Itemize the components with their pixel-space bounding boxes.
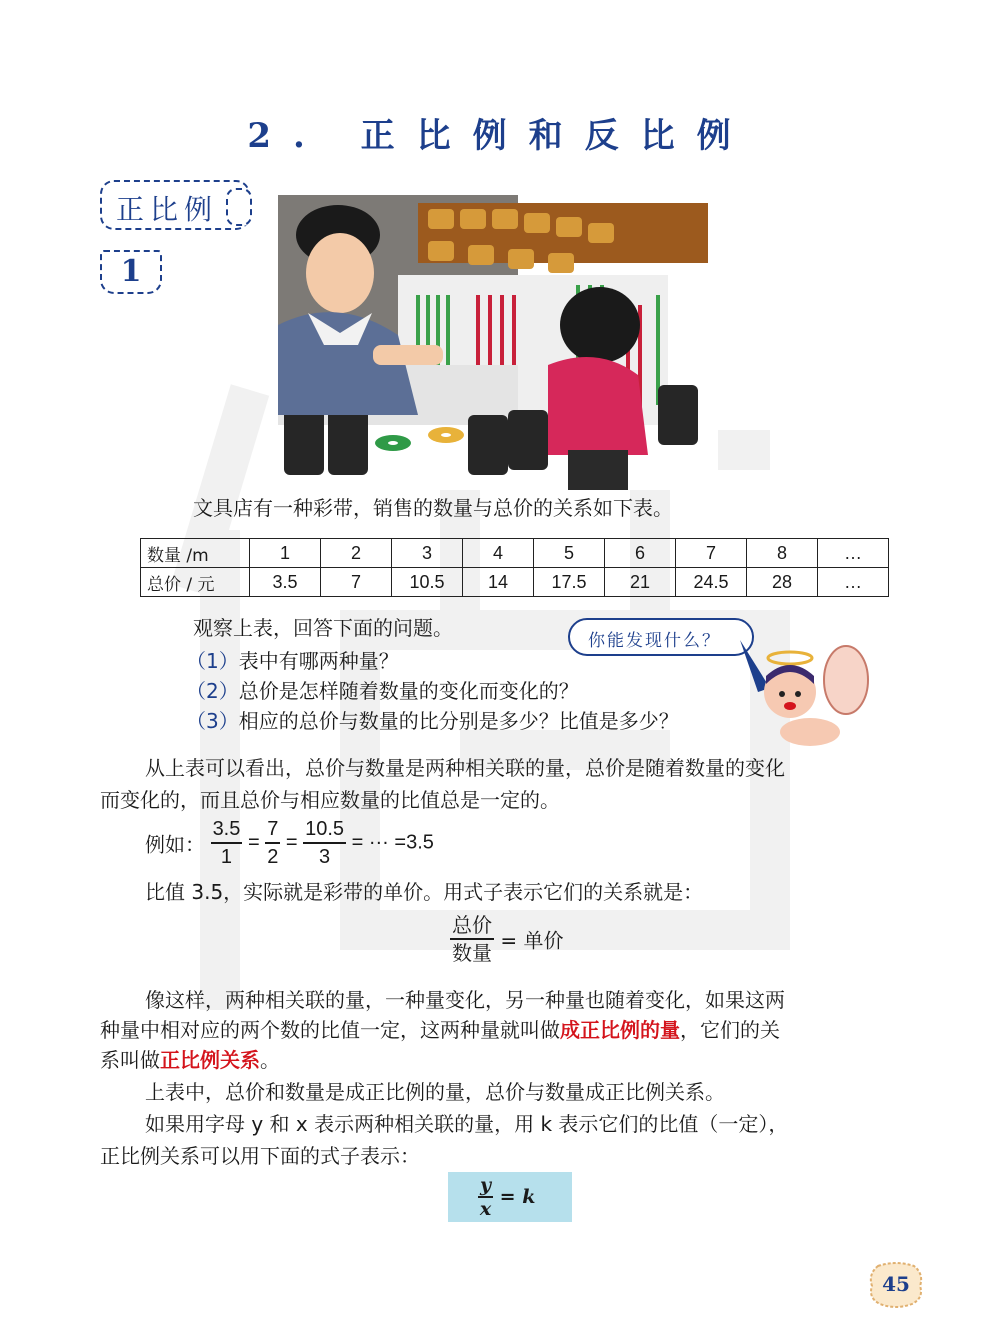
table-cell: … (818, 568, 889, 597)
fraction (303, 816, 346, 870)
table-cell: 28 (747, 568, 818, 597)
speech-bubble (568, 618, 754, 656)
paragraph-3: 上表中，总价和数量是成正比例的量，总价与数量成正比例关系。 (145, 1080, 725, 1104)
example-equation (145, 816, 434, 870)
table-row-header: 总价 / 元 (141, 568, 250, 597)
table-cell: 3.5 (250, 568, 321, 597)
paragraph-1-line-2: 而变化的，而且总价与相应数量的比值总是一定的。 (100, 788, 560, 812)
table-cell: 17.5 (534, 568, 605, 597)
numerator: 7 (265, 816, 280, 844)
table-row-header: 数量 /m (141, 539, 250, 568)
equals-sign: = (247, 831, 260, 854)
fraction (450, 912, 494, 966)
example-number: 1 (120, 254, 142, 289)
text-span: 系叫做 (100, 1048, 160, 1072)
question-text: 表中有哪两种量？ (238, 649, 399, 673)
table-cell: 7 (676, 539, 747, 568)
fraction (478, 1174, 493, 1220)
denominator: 2 (267, 846, 279, 868)
formula-rhs: = k (499, 1186, 536, 1208)
question-text: 相应的总价与数量的比分别是多少？比值是多少？ (238, 709, 679, 733)
angel-mascot-icon (740, 640, 870, 750)
table-cell: 4 (463, 539, 534, 568)
equals-sign: = (285, 831, 298, 854)
table-row (141, 539, 889, 568)
paragraph-2-line-3 (100, 1044, 280, 1076)
question-number: （1） (186, 649, 239, 673)
keyword-proportional-relation: 正比例关系 (160, 1048, 260, 1072)
denominator: 1 (220, 846, 233, 868)
question-number: （2） (186, 679, 239, 703)
paragraph-2-line-2 (100, 1014, 780, 1046)
numerator: 10.5 (303, 816, 346, 844)
formula-box (448, 1172, 572, 1222)
table-cell: … (818, 539, 889, 568)
numerator: y (480, 1174, 492, 1196)
ratio-sentence: 比值 3.5，实际就是彩带的单价。用式子表示它们的关系就是： (145, 880, 704, 904)
price-table (140, 538, 889, 597)
table-cell: 6 (605, 539, 676, 568)
example-number-badge (100, 250, 162, 294)
scroll-curl-icon (226, 188, 252, 226)
table-cell: 2 (321, 539, 392, 568)
table-cell: 21 (605, 568, 676, 597)
paragraph-2-line-1: 像这样，两种相关联的量，一种量变化，另一种量也随着变化，如果这两 (145, 988, 785, 1012)
numerator: 总价 (450, 912, 494, 940)
denominator: 数量 (452, 941, 492, 965)
section-tag (100, 180, 250, 230)
question-text: 总价是怎样随着数量的变化而变化的？ (238, 679, 579, 703)
section-tag-label: 正比例 (116, 193, 219, 226)
denominator: 3 (319, 846, 331, 868)
question-number: （3） (186, 709, 239, 733)
denominator: x (479, 1198, 492, 1220)
table-cell: 8 (747, 539, 818, 568)
page-title: 2. 正比例和反比例 (247, 116, 753, 156)
table-cell: 1 (250, 539, 321, 568)
text-span: 种量中相对应的两个数的比值一定，这两种量就叫做 (100, 1018, 560, 1042)
table-cell: 10.5 (392, 568, 463, 597)
fraction (265, 816, 280, 870)
intro-text: 文具店有一种彩带，销售的数量与总价的关系如下表。 (193, 496, 673, 520)
text-span: 。 (260, 1048, 280, 1072)
table-cell: 5 (534, 539, 605, 568)
example-tail: = ··· =3.5 (351, 831, 434, 854)
question-2 (186, 675, 579, 707)
speech-bubble-text: 你能发现什么？ (588, 631, 721, 651)
table-cell: 7 (321, 568, 392, 597)
table-cell: 24.5 (676, 568, 747, 597)
observe-text: 观察上表，回答下面的问题。 (193, 616, 453, 640)
table-cell: 3 (392, 539, 463, 568)
proportion-formula (478, 1174, 535, 1220)
example-label: 例如： (145, 832, 205, 857)
text-span: ，它们的关 (680, 1018, 780, 1042)
stationery-shop-illustration (278, 195, 718, 490)
keyword-proportional-quantities: 成正比例的量 (560, 1018, 680, 1042)
paragraph-1-line-1: 从上表可以看出，总价与数量是两种相关联的量，总价是随着数量的变化 (145, 756, 785, 780)
page-number: 45 (882, 1272, 910, 1296)
paragraph-4-line-2: 正比例关系可以用下面的式子表示： (100, 1144, 420, 1168)
page-number-badge (868, 1262, 924, 1308)
unit-price-formula (450, 912, 563, 966)
paragraph-4-line-1: 如果用字母 y 和 x 表示两种相关联的量，用 k 表示它们的比值（一定）， (145, 1112, 789, 1136)
table-cell: 14 (463, 568, 534, 597)
question-3 (186, 705, 679, 737)
question-1 (186, 645, 399, 677)
numerator: 3.5 (211, 816, 243, 844)
table-row (141, 568, 889, 597)
fraction (211, 816, 243, 870)
formula-rhs: = 单价 (500, 928, 564, 953)
